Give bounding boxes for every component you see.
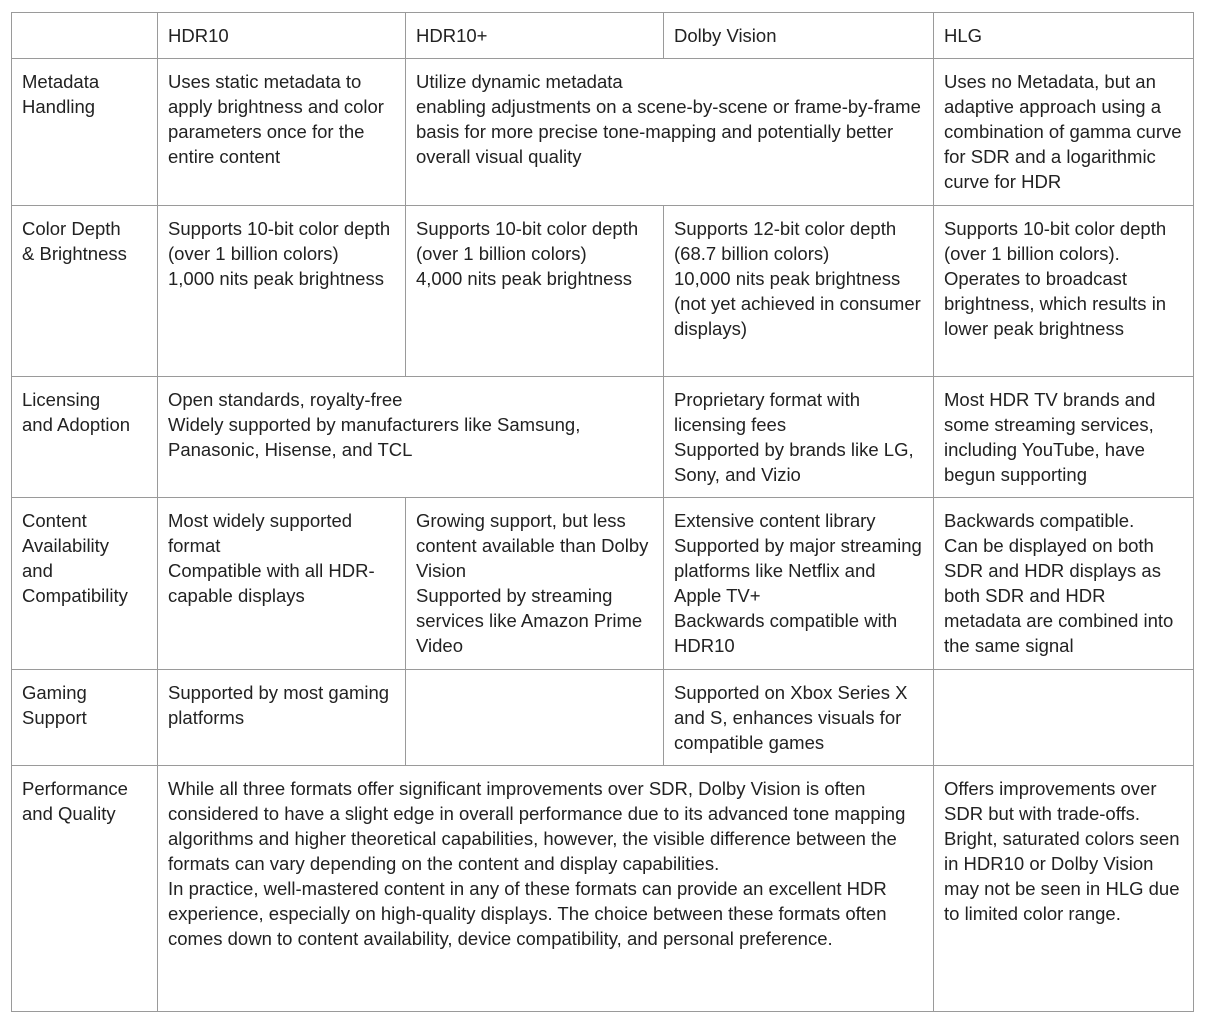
cell-color-depth-dolby: Supports 12-bit color depth (68.7 billion colors) 10,000 nits peak brightness (not yet achieved in consumer displays) [664,206,934,377]
cell-licensing-dolby: Proprietary format with licensing fees Supported by brands like LG, Sony, and Vizio [664,377,934,498]
row-label-gaming-support: Gaming Support [12,670,158,766]
table-row-content-availability [12,498,1194,670]
header-row [12,13,1194,59]
row-label-licensing: Licensing and Adoption [12,377,158,498]
header-cell-empty [12,13,158,59]
comparison-table [11,12,1194,1012]
cell-metadata-hlg: Uses no Metadata, but an adaptive approach using a combination of gamma curve for SDR and a logarithmic curve for HDR [934,59,1194,206]
cell-metadata-hdr10: Uses static metadata to apply brightness and color parameters once for the entire content [158,59,406,206]
row-label-metadata-handling: Metadata Handling [12,59,158,206]
table-row-color-depth [12,206,1194,377]
cell-content-hdr10: Most widely supported format Compatible with all HDR-capable displays [158,498,406,670]
cell-color-depth-hdr10: Supports 10-bit color depth (over 1 billion colors) 1,000 nits peak brightness [158,206,406,377]
cell-licensing-hlg: Most HDR TV brands and some streaming services, including YouTube, have begun supporting [934,377,1194,498]
cell-content-hdr10plus: Growing support, but less content available than Dolby Vision Supported by streaming services like Amazon Prime Video [406,498,664,670]
header-cell-hlg: HLG [934,13,1194,59]
cell-performance-hlg: Offers improvements over SDR but with trade-offs. Bright, saturated colors seen in HDR10 or Dolby Vision may not be seen in HLG due to limited color range. [934,766,1194,1012]
cell-content-hlg: Backwards compatible. Can be displayed on both SDR and HDR displays as both SDR and HDR metadata are combined into the same signal [934,498,1194,670]
row-label-performance: Performance and Quality [12,766,158,1012]
cell-color-depth-hdr10plus: Supports 10-bit color depth (over 1 billion colors) 4,000 nits peak brightness [406,206,664,377]
table-row-performance [12,766,1194,1012]
cell-content-dolby: Extensive content library Supported by major streaming platforms like Netflix and Apple TV+ Backwards compatible with HDR10 [664,498,934,670]
table-row-licensing [12,377,1194,498]
row-label-content-availability: Content Availability and Compatibility [12,498,158,670]
cell-performance-combined: While all three formats offer significant improvements over SDR, Dolby Vision is often considered to have a slight edge in overall performance due to its advanced tone mapping algorithms and higher theoretical capabilities, however, the visible difference between the formats can vary depending on the content and display capabilities. In practice, well-mastered content in any of these formats can provide an excellent HDR experience, especially on high-quality displays. The choice between these formats often comes down to content availability, device compatibility, and personal preference. [158,766,934,1012]
cell-licensing-open: Open standards, royalty-free Widely supported by manufacturers like Samsung, Panasonic, Hisense, and TCL [158,377,664,498]
header-cell-dolby-vision: Dolby Vision [664,13,934,59]
row-label-color-depth: Color Depth & Brightness [12,206,158,377]
cell-metadata-dynamic: Utilize dynamic metadata enabling adjustments on a scene-by-scene or frame-by-frame basis for more precise tone-mapping and potentially better overall visual quality [406,59,934,206]
cell-gaming-dolby: Supported on Xbox Series X and S, enhances visuals for compatible games [664,670,934,766]
cell-gaming-hdr10plus [406,670,664,766]
header-cell-hdr10plus: HDR10+ [406,13,664,59]
cell-gaming-hdr10: Supported by most gaming platforms [158,670,406,766]
header-cell-hdr10: HDR10 [158,13,406,59]
table-row-gaming-support [12,670,1194,766]
cell-gaming-hlg [934,670,1194,766]
cell-color-depth-hlg: Supports 10-bit color depth (over 1 billion colors). Operates to broadcast brightness, which results in lower peak brightness [934,206,1194,377]
table-row-metadata-handling [12,59,1194,206]
